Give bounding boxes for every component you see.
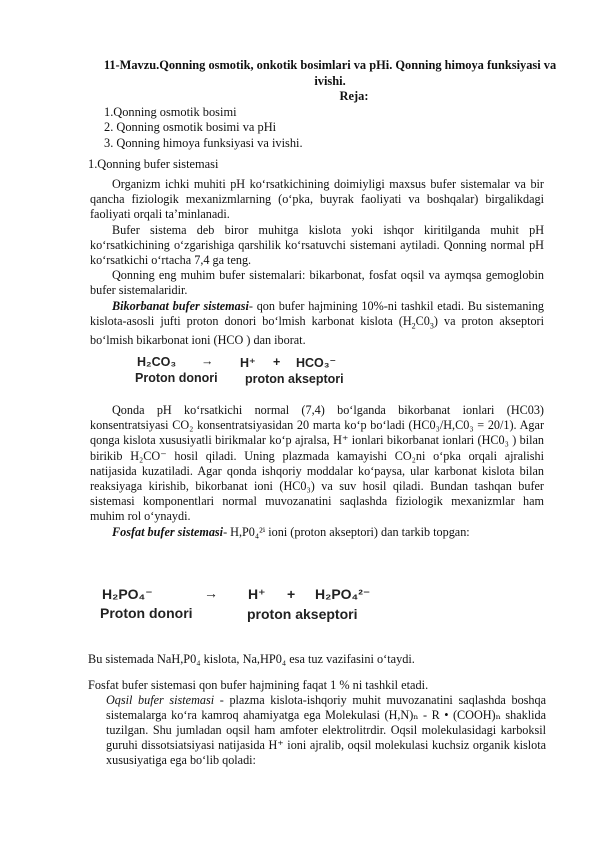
- paragraph: Qonning eng muhim bufer sistemalari: bikarbonat, fosfat oqsil va aymqsa gemoglobin bufer sistemalaridir.: [90, 268, 544, 298]
- paragraph-block-1: [90, 177, 544, 349]
- equation-hplus: H⁺: [240, 356, 256, 370]
- equation-plus: +: [273, 355, 281, 369]
- proton-donor-label: Proton donori: [100, 605, 193, 621]
- paragraph: Bufer sistema deb biror muhitga kislota yoki ishqor kiritilganda muhit pH ko‘rsatkichining o‘zgarishiga qarshilik ko‘rsatuvchi sistemani aytiladi. Qonning normal pH ko‘rsatkichi o‘rtacha 7,4 ga teng.: [90, 222, 544, 268]
- plan-item: 2. Qonning osmotik bosimi va pHi: [104, 120, 277, 135]
- paragraph: Organizm ichki muhiti pH ko‘rsatkichining doimiyligi maxsus bufer sistemalar va bir qancha fiziologik mexanizmlarning (o‘pka, buyrak faoliyati va boshqalar) birgalikdagi faoliyati orqali ta’minlanadi.: [90, 177, 544, 222]
- plan-item: 1.Qonning osmotik bosimi: [104, 105, 237, 119]
- proton-donor-label: Proton donori: [135, 371, 218, 385]
- text-line: Bu sistemada NaH,P0₄ kislota, Na,HP0₄ esa tuz vazifasini o‘taydi.: [88, 652, 415, 666]
- paragraph-text: - plazma kislota-ishqoriy muhit muvozanatini saqlashda boshqa sistemalarga ko‘ra kamroq ahamiyatga ega Molekulasi (H,N)ₙ - R • (COOH)ₙ shaklida tuzilgan. Shu jumladan oqsil ham amfoter elektrolitrdir. Oqsil molekulasidagi karboksil guruhi dissotsiatsiyasi natijasida H⁺ ioni ajralib, oqsil molekulasi kuchsiz organik kislota xususiyatiga ega bo‘lib qoladi:: [106, 693, 547, 767]
- paragraph-text: - H,P0₄²ⁱ ioni (proton akseptori) dan tarkib topgan:: [223, 524, 470, 539]
- paragraph: [106, 693, 546, 768]
- paragraph: [90, 525, 544, 540]
- equation-rhs: HCO₃⁻: [296, 356, 337, 370]
- proton-acceptor-label: proton akseptori: [245, 372, 344, 386]
- plan-list: [104, 105, 303, 151]
- equation-hplus: H⁺: [248, 586, 266, 602]
- equation-lhs: H₂PO₄⁻: [102, 586, 153, 602]
- arrow-icon: →: [201, 354, 214, 368]
- protein-buffer-heading: Oqsil bufer sistemasi: [106, 693, 215, 707]
- bicarbonate-equation: [135, 355, 355, 389]
- arrow-icon: →: [204, 585, 218, 601]
- paragraph: Qonda pH ko‘rsatkichi normal (7,4) bo‘lganda bikorbanat ionlari (HC03) konsentratsiyasi CO₂ konsentratsiyasidan 20 marta ko‘p bo‘ladi (HC0₃/H,C0₃ = 20/1). Agar qonga kislota xususiyatli birikmalar ko‘p ajralsa, H⁺ ionlari bikorbanat ionlari (HC0₃ ) bilan birikib H₂CO⁻ hosil qiladi. Uning plazmada kamayishi CO₂ni o‘pka orqali ajralishi natijasida kuzatiladi. Agar qonda ishqoriy moddalar ko‘paysa, ular karbonat kislota bilan reaksiyaga kirishib, bikorbanat ioni (HC0₃) va suv hosil qiladi. Bundan tashqan bufer sistemasi komponentlari normal muvozanatini saqlashda fiziologik mexanizmlar ham muhim rol o‘ynaydi.: [90, 403, 544, 524]
- text-line: Fosfat bufer sistemasi qon bufer hajmining faqat 1 % ni tashkil etadi.: [88, 678, 429, 692]
- paragraph-block-2: [90, 403, 544, 540]
- section-heading: 1.Qonning bufer sistemasi: [88, 157, 219, 171]
- page-title: 11-Mavzu.Qonning osmotik, onkotik bosimlari va pHi. Qonning himoya funksiyasi va ivishi.: [103, 58, 557, 88]
- proton-acceptor-label: proton akseptori: [247, 606, 358, 622]
- paragraph-text: - qon bufer hajmining 10%-ni tashkil etadi. Bu sistemaning kislota-asosli jufti proton donori bo‘lmish karbonat kislota (H: [90, 298, 545, 328]
- paragraph-block-3: [106, 693, 546, 768]
- plan-heading: Reja:: [339, 89, 369, 103]
- paragraph-text: C0: [415, 313, 430, 328]
- equation-plus: +: [287, 586, 296, 602]
- phosphate-heading: Fosfat bufer sistemasi: [112, 524, 224, 539]
- bicarbonate-heading: Bikorbanat bufer sistemasi: [112, 298, 249, 313]
- equation-rhs: H₂PO₄²⁻: [315, 586, 371, 602]
- paragraph-text: ) va proton akseptori bo‘lmish bikarbonat ioni (HCO ) dan iborat.: [90, 313, 544, 348]
- paragraph: Bikorbanat bufer sistemasi- qon bufer hajmining 10%-ni tashkil etadi. Bu sistemaning kislota-asosli jufti proton donori bo‘lmish karbonat kislota $(H_2C0_3)$ va proton akseptori bo‘lmish bikarbonat ioni (HCO ) dan iborat.: [90, 298, 545, 348]
- plan-item: 3. Qonning himoya funksiyasi va ivishi.: [104, 135, 303, 150]
- phosphate-equation: [100, 586, 400, 630]
- equation-lhs: H₂CO₃: [137, 355, 177, 369]
